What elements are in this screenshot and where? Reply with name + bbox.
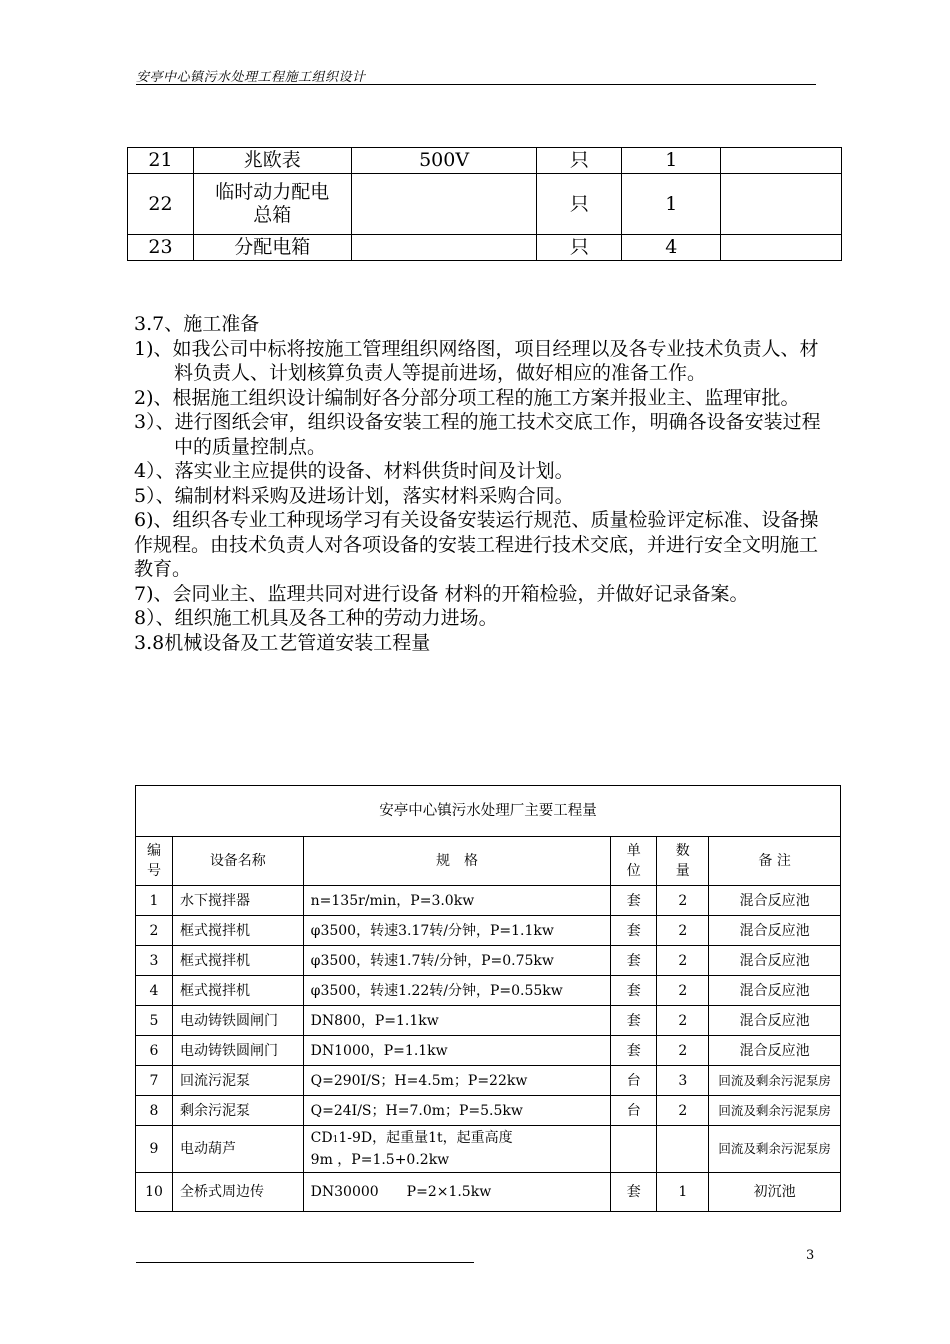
cell-name: 水下搅拌器: [172, 886, 303, 916]
cell-qty: 2: [657, 946, 709, 976]
cell-unit: 套: [611, 886, 657, 916]
table-row: [128, 235, 842, 261]
cell-spec: 500V: [351, 148, 537, 174]
spec-line: 9m ，P=1.5+0.2kw: [310, 1152, 450, 1168]
cell-spec: n=135r/min，P=3.0kw: [303, 886, 611, 916]
header-remark: 备 注: [709, 837, 841, 886]
cell-spec: Q=24I/S；H=7.0m；P=5.5kw: [303, 1096, 611, 1126]
section-heading: 3.8机械设备及工艺管道安装工程量: [134, 631, 431, 654]
table-row: [136, 1036, 841, 1066]
cell-no: 1: [136, 886, 173, 916]
cell-qty: 2: [657, 1096, 709, 1126]
spec-tail: 1-9D，起重量1t，起重高度: [338, 1130, 513, 1146]
cell-unit: 套: [611, 976, 657, 1006]
cell-name: 回流污泥泵: [172, 1066, 303, 1096]
paragraph-item: 6)、组织各专业工种现场学习有关设备安装运行规范、质量检验评定标准、设备操作规程。由技术负责人对各项设备的安装工程进行技术交底，并进行安全文明施工教育。: [134, 509, 819, 580]
cell-qty: 2: [657, 976, 709, 1006]
table-header-row: [136, 837, 841, 886]
header-unit: 单位: [611, 837, 657, 886]
equipment-table: [127, 147, 842, 261]
cell-no: 3: [136, 946, 173, 976]
cell-qty: [657, 1126, 709, 1173]
cell-remark: 回流及剩余污泥泵房: [709, 1066, 841, 1096]
cell-unit: [611, 1126, 657, 1173]
cell-spec: φ3500，转速3.17转/分钟，P=1.1kw: [303, 916, 611, 946]
cell-qty: 1: [622, 174, 721, 235]
cell-no: 23: [128, 235, 194, 261]
spec-prefix: CD: [310, 1130, 333, 1146]
table-row: [136, 1173, 841, 1212]
paragraph-item: 3）、进行图纸会审，组织设备安装工程的施工技术交底工作，明确各设备安装过程中的质量控制点。: [134, 411, 821, 458]
cell-unit: 只: [537, 235, 622, 261]
cell-remark: 混合反应池: [709, 1006, 841, 1036]
cell-remark: 混合反应池: [709, 886, 841, 916]
cell-name: 临时动力配电总箱: [193, 174, 351, 235]
header-spec: 规 格: [303, 837, 611, 886]
header-no: 编号: [136, 837, 173, 886]
cell-no: 22: [128, 174, 194, 235]
paragraph-item: 4）、落实业主应提供的设备、材料供货时间及计划。: [134, 460, 574, 482]
table-row: [128, 174, 842, 235]
cell-spec: φ3500，转速1.7转/分钟，P=0.75kw: [303, 946, 611, 976]
cell-spec: φ3500，转速1.22转/分钟，P=0.55kw: [303, 976, 611, 1006]
cell-no: 5: [136, 1006, 173, 1036]
cell-remark: 回流及剩余污泥泵房: [709, 1096, 841, 1126]
cell-spec: [351, 235, 537, 261]
cell-name: 电动铸铁圆闸门: [172, 1036, 303, 1066]
cell-remark: 混合反应池: [709, 1036, 841, 1066]
cell-qty: 2: [657, 916, 709, 946]
section-heading: 3.7、施工准备: [134, 313, 260, 335]
footer-rule: [136, 1262, 474, 1263]
cell-no: 7: [136, 1066, 173, 1096]
table-row: [136, 1126, 841, 1173]
cell-name: 框式搅拌机: [172, 916, 303, 946]
cell-name: 电动葫芦: [172, 1126, 303, 1173]
cell-qty: 3: [657, 1066, 709, 1096]
cell-spec: DN1000，P=1.1kw: [303, 1036, 611, 1066]
cell-spec: Q=290I/S；H=4.5m；P=22kw: [303, 1066, 611, 1096]
cell-spec: [351, 174, 537, 235]
table-row: [136, 916, 841, 946]
spec-line: [311, 1128, 611, 1150]
cell-spec: DN800，P=1.1kw: [303, 1006, 611, 1036]
quantity-table: [135, 785, 841, 1212]
table-row: [136, 1066, 841, 1096]
cell-remark: 混合反应池: [709, 976, 841, 1006]
cell-remark: [721, 174, 842, 235]
header-qty: 数量: [657, 837, 709, 886]
paragraph-item: 5）、编制材料采购及进场计划，落实材料采购合同。: [134, 484, 574, 507]
cell-qty: 2: [657, 886, 709, 916]
cell-remark: [721, 235, 842, 261]
cell-remark: [721, 148, 842, 174]
cell-name: 剩余污泥泵: [172, 1096, 303, 1126]
cell-remark: 初沉池: [709, 1173, 841, 1212]
paragraph-item: 1)、如我公司中标将按施工管理组织网络图，项目经理以及各专业技术负责人、材料负责人、计划核算负责人等提前进场，做好相应的准备工作。: [134, 337, 819, 384]
page-number: 3: [806, 1248, 815, 1263]
cell-unit: 台: [611, 1066, 657, 1096]
cell-name: 框式搅拌机: [172, 946, 303, 976]
cell-no: 9: [136, 1126, 173, 1173]
cell-qty: 2: [657, 1006, 709, 1036]
table-row: [128, 148, 842, 174]
header-rule: [136, 84, 816, 85]
cell-qty: 2: [657, 1036, 709, 1066]
cell-no: 4: [136, 976, 173, 1006]
table-row: [136, 886, 841, 916]
cell-unit: 套: [611, 1036, 657, 1066]
table-row: [136, 1096, 841, 1126]
cell-no: 8: [136, 1096, 173, 1126]
cell-spec: [303, 1126, 611, 1173]
cell-unit: 只: [537, 148, 622, 174]
cell-unit: 只: [537, 174, 622, 235]
cell-no: 21: [128, 148, 194, 174]
table-row: [136, 976, 841, 1006]
construction-preparation-section: [134, 312, 834, 655]
cell-unit: 套: [611, 916, 657, 946]
cell-qty: 4: [622, 235, 721, 261]
table-caption: 安亭中心镇污水处理厂主要工程量: [136, 786, 841, 837]
cell-unit: 套: [611, 1173, 657, 1212]
cell-unit: 台: [611, 1096, 657, 1126]
cell-name: 框式搅拌机: [172, 976, 303, 1006]
table-row: [136, 946, 841, 976]
header-name: 设备名称: [172, 837, 303, 886]
document-header-title: 安亭中心镇污水处理工程施工组织设计: [136, 70, 366, 85]
paragraph-item: 8）、组织施工机具及各工种的劳动力进场。: [134, 607, 498, 629]
cell-remark: 回流及剩余污泥泵房: [709, 1126, 841, 1173]
cell-name: 兆欧表: [193, 148, 351, 174]
table-caption-row: [136, 786, 841, 837]
cell-no: 2: [136, 916, 173, 946]
cell-remark: 混合反应池: [709, 916, 841, 946]
table-row: [136, 1006, 841, 1036]
cell-spec: DN30000 P=2×1.5kw: [303, 1173, 611, 1212]
cell-remark: 混合反应池: [709, 946, 841, 976]
cell-qty: 1: [657, 1173, 709, 1212]
cell-qty: 1: [622, 148, 721, 174]
cell-no: 10: [136, 1173, 173, 1212]
cell-unit: 套: [611, 946, 657, 976]
cell-unit: 套: [611, 1006, 657, 1036]
cell-name: 分配电箱: [193, 235, 351, 261]
paragraph-item: 2)、根据施工组织设计编制好各分部分项工程的施工方案并报业主、监理审批。: [134, 386, 800, 409]
cell-name: 电动铸铁圆闸门: [172, 1006, 303, 1036]
spec-subscript: 1: [332, 1135, 339, 1145]
paragraph-item: 7)、会同业主、监理共同对进行设备 材料的开箱检验，并做好记录备案。: [134, 582, 749, 605]
cell-no: 6: [136, 1036, 173, 1066]
cell-name: 全桥式周边传: [172, 1173, 303, 1212]
